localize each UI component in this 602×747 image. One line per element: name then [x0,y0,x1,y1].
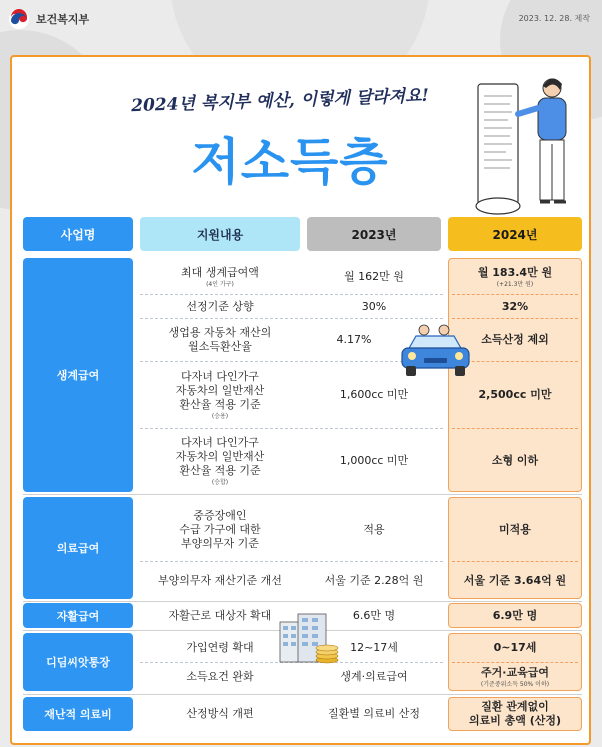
value-2024: 미적용 [499,522,531,536]
table-row: 소득요건 완화 [186,670,254,683]
value-2024: 6.9만 명 [492,608,538,622]
header-support: 지원내용 [140,217,300,251]
table-row: 중증장애인 수급 가구에 대한 부양의무자 기준 [179,508,261,550]
group-divider [23,601,582,602]
table-row: 산정방식 개편 [186,707,254,720]
header-business: 사업명 [23,217,133,251]
page-title: 저소득층 [191,133,389,191]
value-2023: 4.17% [336,333,372,346]
value-2023: 질환별 의료비 산정 [327,707,420,720]
production-date: 2023. 12. 28. 제작 [518,14,590,23]
table-row: 다자녀 다인가구 자동차의 일반재산 환산율 적용 기준 (승합) [175,435,265,486]
category-livelihood: 생계급여 [23,258,133,492]
value-2024: 주거·교육급여 (기준중위소득 50% 이하) [480,665,550,688]
table-row: 자활근로 대상자 확대 [168,608,272,622]
table-row: 부양의무자 재산기준 개선 [158,573,282,587]
value-2024: 월 183.4만 원 (+21.3만 원) [477,265,553,288]
value-2024: 질환 관계없이 의료비 총액 (산정) [468,700,562,727]
table-row: 다자녀 다인가구 자동차의 일반재산 환산율 적용 기준 (승용) [175,369,265,420]
category-self-support: 자활급여 [23,603,133,628]
value-2023: 12~17세 [350,641,398,654]
value-2023: 서울 기준 2.28억 원 [324,573,424,587]
ministry-name: 보건복지부 [36,13,90,26]
taegeuk-logo-icon [8,8,30,30]
person-reading-scroll-icon [470,70,590,225]
value-2023: 1,000cc 미만 [339,454,409,467]
header-2024: 2024년 [448,217,582,251]
table-row: 생업용 자동차 재산의 월소득환산율 [168,326,272,353]
value-2023: 적용 [363,522,385,536]
value-2023: 월 162만 원 [344,270,404,283]
category-didim: 디딤씨앗통장 [23,633,133,691]
header-2023: 2023년 [307,217,441,251]
category-catastrophic: 재난적 의료비 [23,697,133,731]
table-row: 최대 생계급여액 (4인 가구) [181,265,259,288]
group-divider [23,494,582,495]
table-row: 가입연령 확대 [186,641,254,654]
category-medical: 의료급여 [23,497,133,599]
value-2023: 6.6만 명 [352,608,396,622]
value-2024: 0~17세 [493,641,537,654]
table-row: 선정기준 상향 [186,299,254,313]
value-2024: 2,500cc 미만 [478,388,552,401]
value-2024: 소득산정 제외 [481,333,549,346]
headline: 2024년 복지부 예산, 이렇게 달라져요! [130,85,430,117]
value-2023: 1,600cc 미만 [339,388,409,401]
value-2023: 생계·의료급여 [340,670,408,683]
value-2024: 소형 이하 [491,454,539,467]
page-header [0,0,602,40]
coin-stack-icon [314,642,340,664]
value-2024: 32% [501,299,529,313]
value-2023: 30% [361,299,387,313]
value-2024: 서울 기준 3.64억 원 [463,573,567,587]
group-divider [23,694,582,695]
